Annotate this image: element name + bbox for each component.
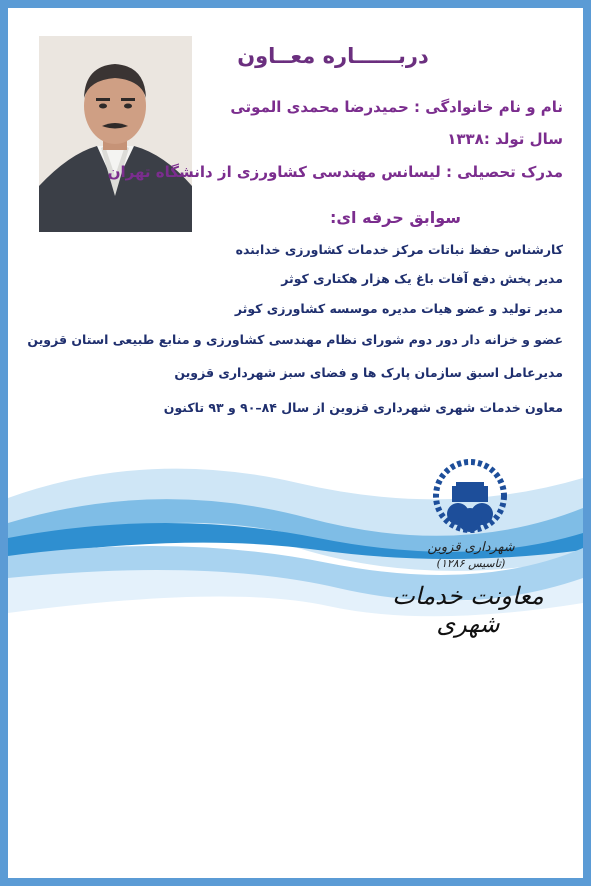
department-name: معاونت خدمات شهری xyxy=(392,582,544,638)
career-item: عضو و خزانه دار دور دوم شورای نظام مهندسی کشاورزی و منابع طبیعی استان قزوین xyxy=(27,332,563,347)
career-item: مدیرعامل اسبق سازمان پارک ها و فضای سبز شهرداری قزوین xyxy=(174,365,563,380)
page-card xyxy=(8,8,583,878)
page-title: دربــــــاره معــاون xyxy=(237,44,429,68)
name-line: نام و نام خانوادگی : حمیدرضا محمدی الموتی xyxy=(230,98,563,116)
portrait-photo xyxy=(39,36,192,232)
career-item: مدیر تولید و عضو هیات مدیره موسسه کشاورزی کوثر xyxy=(234,301,563,316)
career-heading: سوابق حرفه ای: xyxy=(329,208,461,227)
org-name: شهرداری قزوین xyxy=(427,540,515,555)
career-item: معاون خدمات شهری شهرداری قزوین از سال ۸۴–۹۰ و ۹۳ تاکنون xyxy=(163,400,563,415)
org-founded: (تاسیس ۱۲۸۶) xyxy=(436,557,506,570)
career-item: مدیر پخش دفع آفات باغ یک هزار هکتاری کوثر xyxy=(281,271,563,286)
education-line: مدرک تحصیلی : لیسانس مهندسی کشاورزی از دانشگاه تهران xyxy=(107,163,563,181)
municipality-logo-icon xyxy=(430,456,510,546)
career-item: کارشناس حفظ نباتات مرکز خدمات کشاورزی خدابنده xyxy=(235,242,563,257)
birth-year-line: سال تولد :۱۳۳۸ xyxy=(447,130,563,148)
